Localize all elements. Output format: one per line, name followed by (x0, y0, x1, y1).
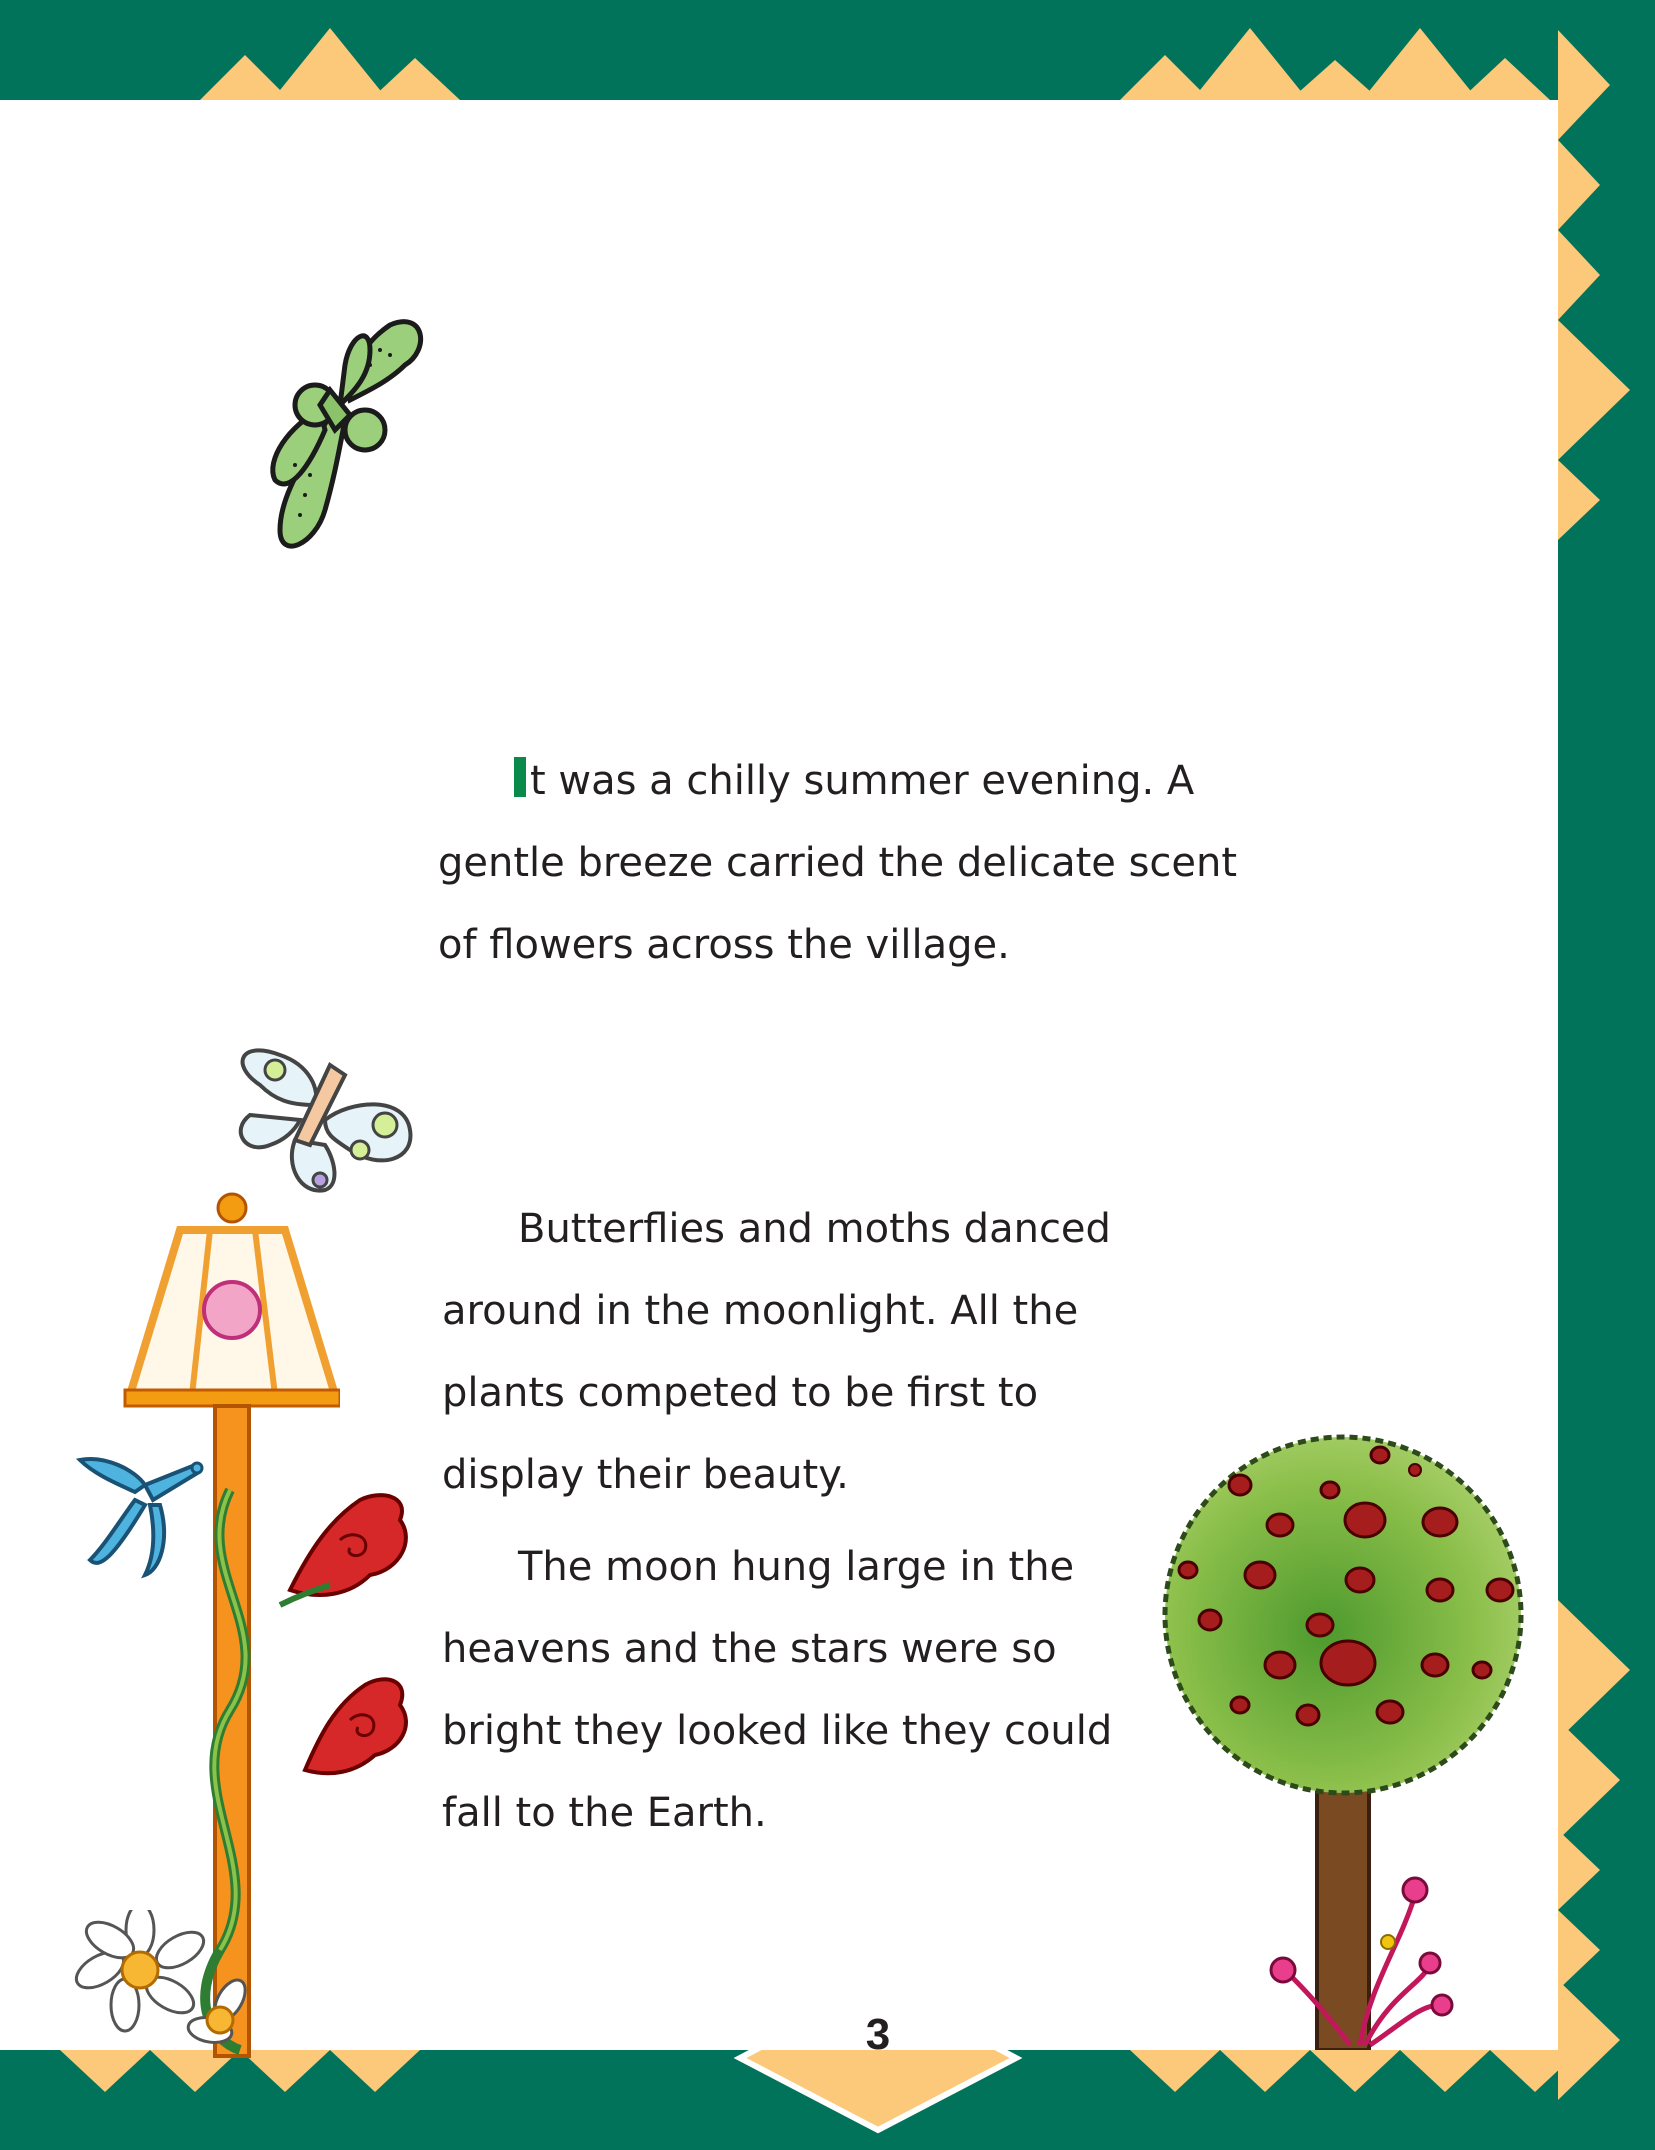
right-border-zigzag (1558, 30, 1630, 2100)
paragraph-3 (442, 1526, 1162, 1854)
paragraph-1-text: t was a chilly summer evening. A gentle breeze carried the delicate scent of flowers across the village. (438, 758, 1238, 968)
tree-icon (1150, 1425, 1540, 2050)
story-page (0, 100, 1558, 2050)
red-flower-icon (290, 1665, 420, 1795)
paragraph-1 (438, 740, 1238, 986)
paragraph-3-text: The moon hung large in the heavens and the stars were so bright they looked like they could fall to the Earth. (442, 1544, 1113, 1836)
paragraph-2 (442, 1188, 1162, 1516)
blue-dragonfly-icon (75, 1430, 215, 1580)
butterfly-icon (230, 1045, 420, 1205)
top-border-zigzag (200, 28, 1550, 100)
page-number: 3 (865, 2010, 891, 2059)
paragraph-2-text: Butterflies and moths danced around in the moonlight. All the plants competed to be first to display their beauty. (442, 1206, 1111, 1498)
drop-cap-letter (514, 757, 526, 797)
dragonfly-icon (250, 305, 430, 565)
white-daisy-icon (70, 1910, 260, 2050)
red-flower-icon (270, 1480, 420, 1610)
